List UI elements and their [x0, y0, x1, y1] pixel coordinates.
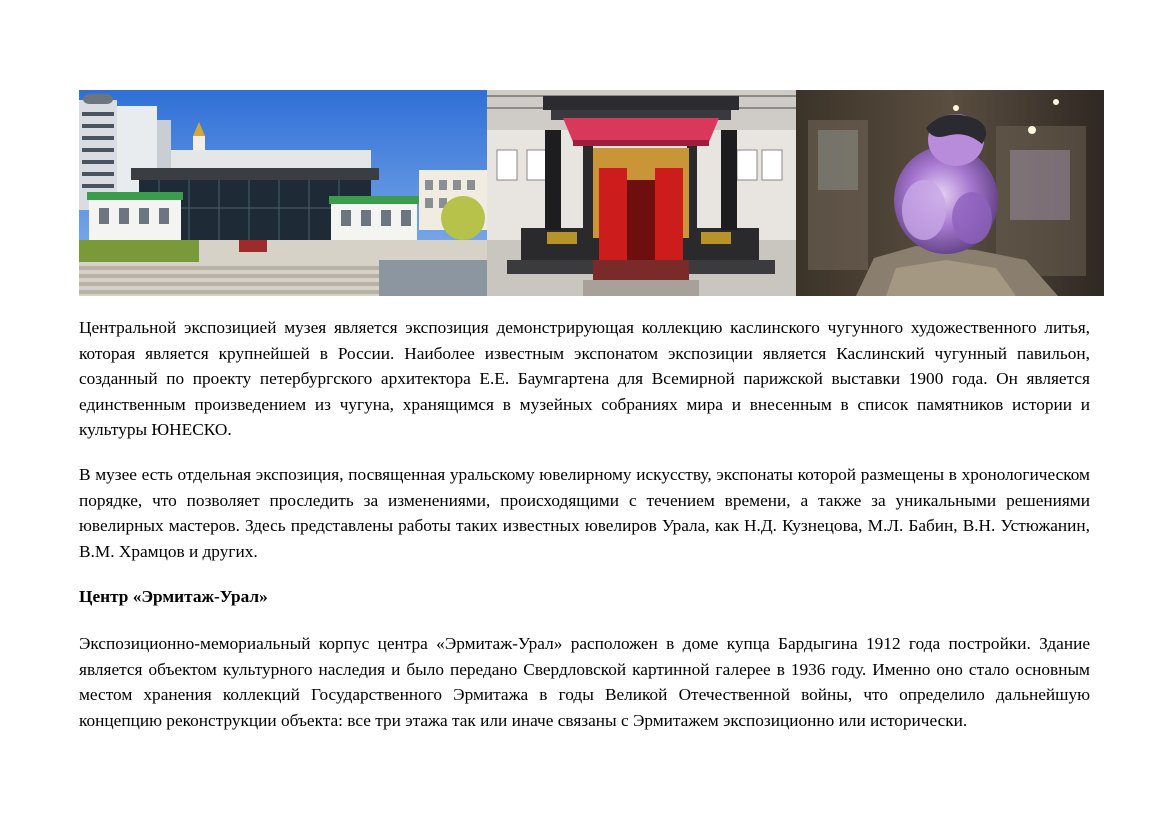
cast-iron-pavilion-photo	[487, 90, 796, 296]
paragraph-cast-iron-exposition: Центральной экспозицией музея является экспозиция демонстрирующая коллекцию каслинского чугунного художественного литья, которая является крупнейшей в России. Наиболее известным экспонатом экспозиции является Каслинский чугунный павильон, созданный по проекту петербургского архитектора Е.Е. Баумгартена для Всемирной парижской выставки 1900 года. Он является единственным произведением из чугуна, хранящимся в музейных собраниях мира и внесенным в список памятников истории и культуры ЮНЕСКО.	[79, 318, 1090, 440]
section-heading: Центр «Эрмитаж-Урал»	[79, 587, 268, 606]
paragraph-hermitage-ural: Экспозиционно-мемориальный корпус центра «Эрмитаж-Урал» расположен в доме купца Бардыгина 1912 года постройки. Здание является объектом культурного наследия и было передано Свердловской картинной галерее в 1936 году. Именно оно стало основным местом хранения коллекций Государственного Эрмитажа в годы Великой Отечественной войны, что определило дальнейшую концепцию реконструкции объекта: все три этажа так или иначе связаны с Эрмитажем экспозиционно или исторически.	[79, 634, 1090, 730]
paragraph-jewelry-exposition: В музее есть отдельная экспозиция, посвященная уральскому ювелирному искусству, экспонаты которой размещены в хронологическом порядке, что позволяет проследить за изменениями, происходящими с течением времени, а также за уникальными решениями ювелирных мастеров. Здесь представлены работы таких известных ювелиров Урала, как Н.Д. Кузнецова, М.Л. Бабин, В.Н. Устюжанин, В.М. Храмцов и других.	[79, 465, 1090, 561]
photo-strip	[79, 90, 1104, 296]
amethyst-sculpture-photo	[796, 90, 1104, 296]
museum-building-photo	[79, 90, 487, 296]
